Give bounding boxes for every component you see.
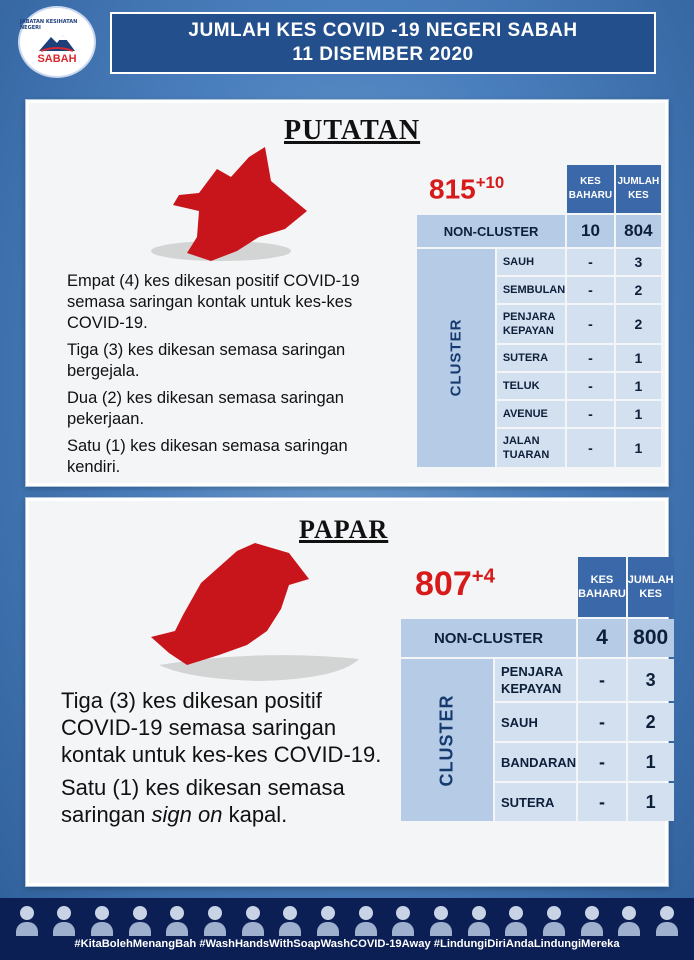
cluster-total: 2	[628, 703, 674, 741]
footer-banner	[0, 898, 694, 960]
person-icon	[618, 906, 640, 936]
mountain-icon	[37, 31, 77, 53]
cluster-name: AVENUE	[497, 401, 565, 427]
cluster-name: PENJARA KEPAYAN	[497, 305, 565, 343]
note: Empat (4) kes dikesan positif COVID-19 semasa saringan kontak untuk kes-kes COVID-19.	[67, 272, 360, 332]
cluster-new: -	[567, 429, 614, 467]
cluster-label: CLUSTER	[417, 249, 495, 467]
non-cluster-new: 4	[578, 619, 626, 657]
header-date: 11 DISEMBER 2020	[292, 44, 474, 65]
cluster-label: CLUSTER	[401, 659, 493, 821]
papar-total: $807^{+4}$	[415, 565, 495, 603]
cluster-total: 3	[628, 659, 674, 701]
logo-word: SABAH	[37, 53, 77, 65]
sabah-health-logo	[18, 6, 96, 78]
header-new-cases: KES BAHARU	[578, 557, 626, 617]
person-icon	[543, 906, 565, 936]
putatan-map-icon	[139, 141, 339, 273]
note: Tiga (3) kes dikesan semasa saringan bergejala.	[67, 341, 346, 380]
cluster-total: 3	[616, 249, 661, 275]
header-new-cases: KES BAHARU	[567, 165, 614, 213]
person-icon	[242, 906, 264, 936]
non-cluster-total: 800	[628, 619, 674, 657]
person-icon	[279, 906, 301, 936]
note: Dua (2) kes dikesan semasa saringan pekerjaan.	[67, 389, 344, 428]
cluster-name: SEMBULAN	[497, 277, 565, 303]
cluster-name: SAUH	[497, 249, 565, 275]
papar-table	[399, 555, 676, 823]
person-icon	[581, 906, 603, 936]
cluster-new: -	[578, 703, 626, 741]
person-icon	[129, 906, 151, 936]
putatan-total: $815^{+10}$	[429, 173, 505, 205]
note: Satu (1) kes dikesan semasa saringan sign on kapal.	[61, 775, 345, 827]
cluster-name: JALAN TUARAN	[497, 429, 565, 467]
cluster-new: -	[567, 277, 614, 303]
cluster-new: -	[578, 659, 626, 701]
note: Satu (1) kes dikesan semasa saringan kendiri.	[67, 437, 348, 476]
cluster-name: PENJARA KEPAYAN	[495, 659, 576, 701]
person-icon	[204, 906, 226, 936]
header-total-cases: JUMLAH KES	[616, 165, 661, 213]
papar-panel	[26, 498, 674, 886]
person-icon	[430, 906, 452, 936]
cluster-name: BANDARAN	[495, 743, 576, 781]
non-cluster-label: NON-CLUSTER	[417, 215, 565, 247]
cluster-new: -	[578, 783, 626, 821]
district-title: PUTATAN	[284, 115, 421, 146]
person-icon	[656, 906, 678, 936]
non-cluster-new: 10	[567, 215, 614, 247]
cluster-name: TELUK	[497, 373, 565, 399]
cluster-new: -	[567, 401, 614, 427]
cluster-new: -	[567, 249, 614, 275]
person-icon	[355, 906, 377, 936]
cluster-new: -	[567, 345, 614, 371]
person-icon	[468, 906, 490, 936]
person-icon	[53, 906, 75, 936]
cluster-total: 1	[628, 783, 674, 821]
logo-top-text: JABATAN KESIHATAN NEGERI	[20, 19, 78, 31]
cluster-total: 1	[616, 429, 661, 467]
non-cluster-label: NON-CLUSTER	[401, 619, 576, 657]
cluster-total: 1	[616, 373, 661, 399]
cluster-total: 2	[616, 305, 661, 343]
person-icon	[166, 906, 188, 936]
person-icon	[16, 906, 38, 936]
putatan-table	[415, 163, 663, 469]
cluster-total: 2	[616, 277, 661, 303]
header-title: JUMLAH KES COVID -19 NEGERI SABAH	[188, 20, 578, 41]
cluster-name: SAUH	[495, 703, 576, 741]
non-cluster-total: 804	[616, 215, 661, 247]
person-icon	[505, 906, 527, 936]
district-title: PAPAR	[299, 515, 389, 544]
cluster-new: -	[578, 743, 626, 781]
cluster-total: 1	[616, 345, 661, 371]
person-icon	[91, 906, 113, 936]
cluster-name: SUTERA	[497, 345, 565, 371]
cluster-total: 1	[616, 401, 661, 427]
note: Tiga (3) kes dikesan positif COVID-19 semasa saringan kontak untuk kes-kes COVID-19.	[61, 688, 382, 767]
papar-notes	[61, 687, 401, 834]
footer-hashtags: #KitaBolehMenangBah #WashHandsWithSoapWashCOVID-19Away #LindungiDiriAndaLindungiMereka	[74, 938, 620, 950]
putatan-panel	[26, 100, 668, 486]
page-header	[110, 12, 656, 74]
papar-map-icon	[139, 537, 379, 687]
person-icon	[392, 906, 414, 936]
person-icon	[317, 906, 339, 936]
cluster-new: -	[567, 305, 614, 343]
cluster-new: -	[567, 373, 614, 399]
header-total-cases: JUMLAH KES	[628, 557, 674, 617]
cluster-total: 1	[628, 743, 674, 781]
frontliners-illustration	[8, 902, 686, 936]
putatan-notes	[67, 271, 387, 484]
cluster-name: SUTERA	[495, 783, 576, 821]
